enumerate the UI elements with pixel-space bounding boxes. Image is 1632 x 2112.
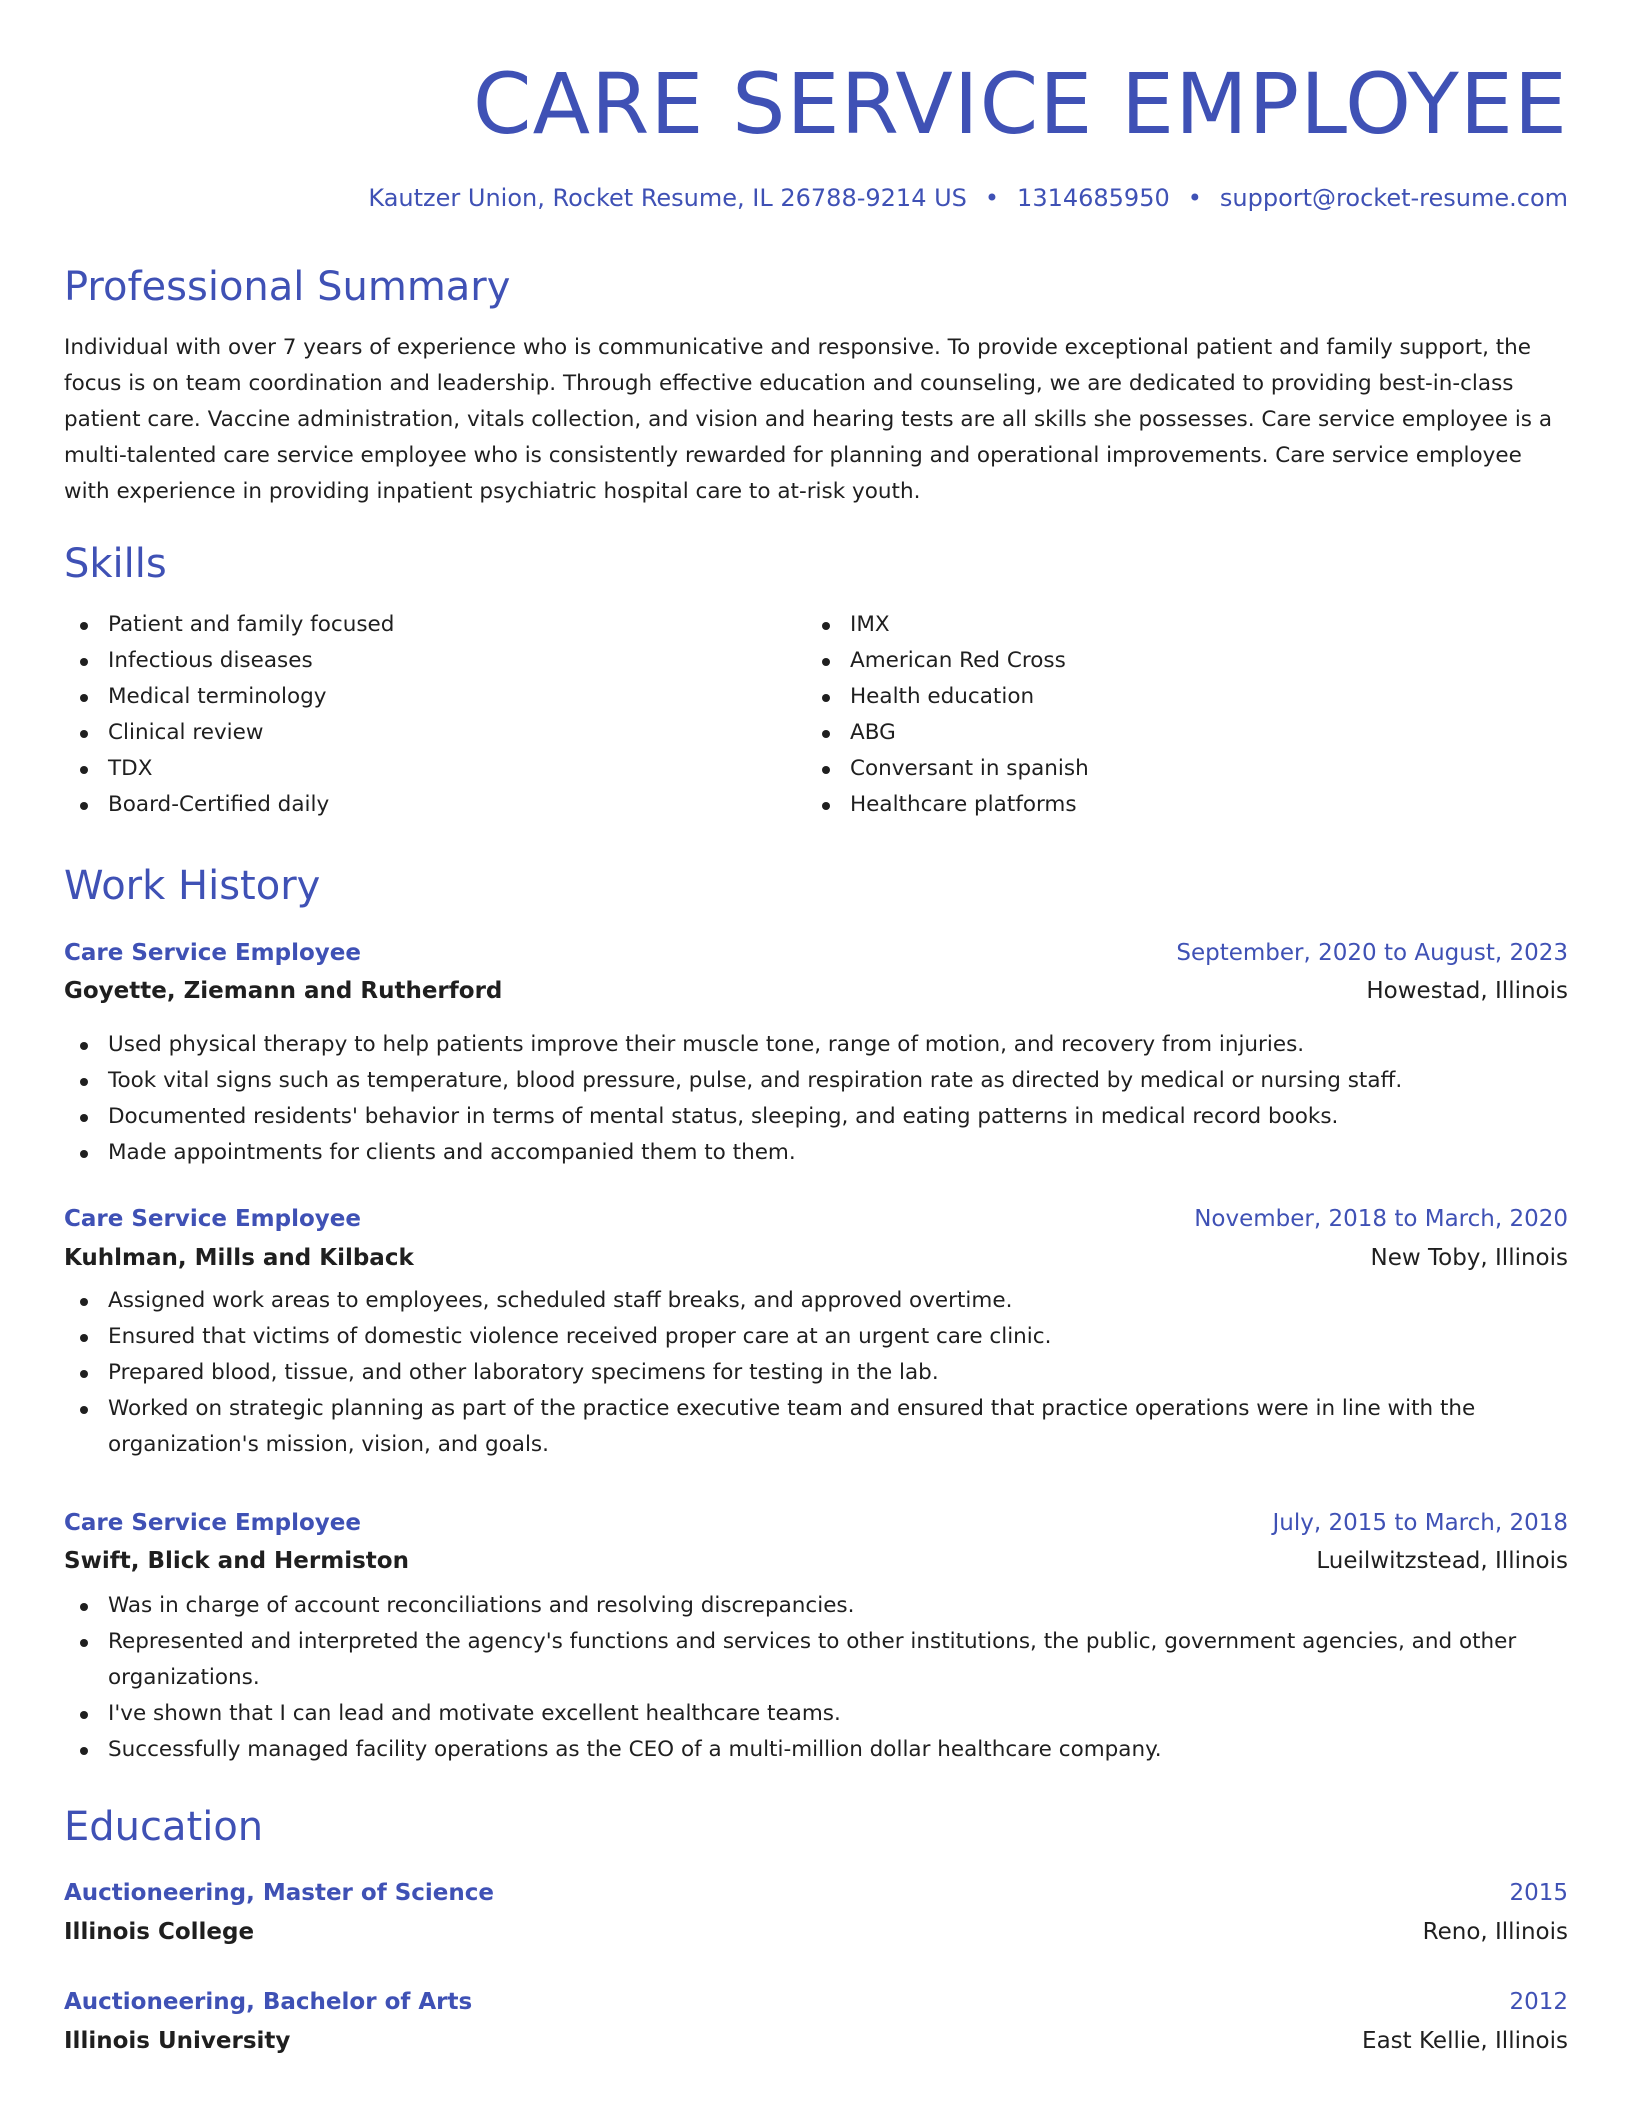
skill-item: ABG — [806, 715, 1089, 751]
education-heading: Education — [64, 1804, 264, 1850]
education-location: Reno, Illinois — [1422, 1919, 1568, 1945]
job-location: New Toby, Illinois — [1370, 1245, 1568, 1271]
job-bullet: Assigned work areas to employees, scheduled staff breaks, and approved overtime. — [64, 1283, 1568, 1319]
skills-column-right — [806, 607, 1089, 823]
job-dates: November, 2018 to March, 2020 — [1194, 1206, 1568, 1232]
job-title: Care Service Employee — [64, 1510, 361, 1536]
skills-heading: Skills — [64, 541, 167, 587]
job-bullet: Was in charge of account reconciliations and resolving discrepancies. — [64, 1588, 1568, 1624]
summary-heading: Professional Summary — [64, 264, 511, 310]
skill-item: Clinical review — [64, 715, 394, 751]
job-header — [64, 1504, 1568, 1542]
job-bullet: Successfully managed facility operations as the CEO of a multi-million dollar healthcare company. — [64, 1732, 1568, 1768]
contact-address: Kautzer Union, Rocket Resume, IL 26788-9214 US — [368, 184, 967, 212]
job-bullets — [64, 1588, 1568, 1768]
job-employer: Goyette, Ziemann and Rutherford — [64, 978, 503, 1004]
contact-phone: 1314685950 — [1017, 184, 1170, 212]
job-header — [64, 1200, 1568, 1238]
skill-item: Medical terminology — [64, 679, 394, 715]
job-header — [64, 934, 1568, 972]
job-bullet: Documented residents' behavior in terms of mental status, sleeping, and eating patterns in medical record books. — [64, 1099, 1568, 1135]
skill-item: TDX — [64, 751, 394, 787]
skill-item: IMX — [806, 607, 1089, 643]
skill-item: Health education — [806, 679, 1089, 715]
job-employer: Kuhlman, Mills and Kilback — [64, 1245, 414, 1271]
contact-separator: • — [1187, 184, 1202, 212]
contact-email[interactable]: support@rocket-resume.com — [1219, 184, 1568, 212]
skill-item: Infectious diseases — [64, 643, 394, 679]
job-bullet: Represented and interpreted the agency's functions and services to other institutions, the public, government agencies, and other organizations. — [64, 1624, 1568, 1696]
job-dates: July, 2015 to March, 2018 — [1272, 1510, 1568, 1536]
summary-text: Individual with over 7 years of experience who is communicative and responsive. To provide exceptional patient and family support, the focus is on team coordination and leadership. Through effective education and counseling, we are dedicated to providing best-in-class patient care. Vaccine administration, vitals collection, and vision and hearing tests are all skills she possesses. Care service employee is a multi-talented care service employee who is consistently rewarded for planning and operational improvements. Care service employee with experience in providing inpatient psychiatric hospital care to at-risk youth. — [64, 335, 1553, 504]
contact-line — [368, 182, 1568, 214]
job-bullet: Made appointments for clients and accompanied them to them. — [64, 1135, 1568, 1171]
job-title: Care Service Employee — [64, 940, 361, 966]
education-school-row — [64, 1913, 1568, 1951]
job-employer: Swift, Blick and Hermiston — [64, 1548, 409, 1574]
education-school: Illinois University — [64, 2028, 291, 2054]
job-bullet: Ensured that victims of domestic violence received proper care at an urgent care clinic. — [64, 1319, 1568, 1355]
contact-separator: • — [984, 184, 1000, 212]
education-header — [64, 1983, 1568, 2021]
education-degree: Auctioneering, Bachelor of Arts — [64, 1989, 473, 2015]
job-bullet: Worked on strategic planning as part of the practice executive team and ensured that practice operations were in line with the organization's mission, vision, and goals. — [64, 1391, 1568, 1463]
job-bullet: I've shown that I can lead and motivate excellent healthcare teams. — [64, 1696, 1568, 1732]
job-bullets — [64, 1283, 1568, 1463]
job-employer-row — [64, 1542, 1568, 1580]
job-employer-row — [64, 972, 1568, 1010]
education-degree: Auctioneering, Master of Science — [64, 1880, 495, 1906]
candidate-name: CARE SERVICE EMPLOYEE — [472, 55, 1568, 153]
education-header — [64, 1874, 1568, 1912]
skill-item: Conversant in spanish — [806, 751, 1089, 787]
job-title: Care Service Employee — [64, 1206, 361, 1232]
job-location: Lueilwitzstead, Illinois — [1316, 1548, 1568, 1574]
work-history-heading: Work History — [64, 863, 321, 909]
skill-item: Board-Certified daily — [64, 787, 394, 823]
job-bullet: Prepared blood, tissue, and other laboratory specimens for testing in the lab. — [64, 1355, 1568, 1391]
job-bullet: Used physical therapy to help patients improve their muscle tone, range of motion, and recovery from injuries. — [64, 1027, 1568, 1063]
skills-column-left — [64, 607, 394, 823]
job-bullets — [64, 1027, 1568, 1171]
education-location: East Kellie, Illinois — [1362, 2028, 1568, 2054]
skill-item: Healthcare platforms — [806, 787, 1089, 823]
job-bullet: Took vital signs such as temperature, blood pressure, pulse, and respiration rate as directed by medical or nursing staff. — [64, 1063, 1568, 1099]
education-school: Illinois College — [64, 1919, 255, 1945]
education-year: 2012 — [1509, 1989, 1568, 2015]
job-employer-row — [64, 1239, 1568, 1277]
education-year: 2015 — [1509, 1880, 1568, 1906]
resume-page — [64, 0, 1568, 2112]
skill-item: Patient and family focused — [64, 607, 394, 643]
education-school-row — [64, 2022, 1568, 2060]
job-location: Howestad, Illinois — [1366, 978, 1568, 1004]
job-dates: September, 2020 to August, 2023 — [1176, 940, 1568, 966]
skill-item: American Red Cross — [806, 643, 1089, 679]
